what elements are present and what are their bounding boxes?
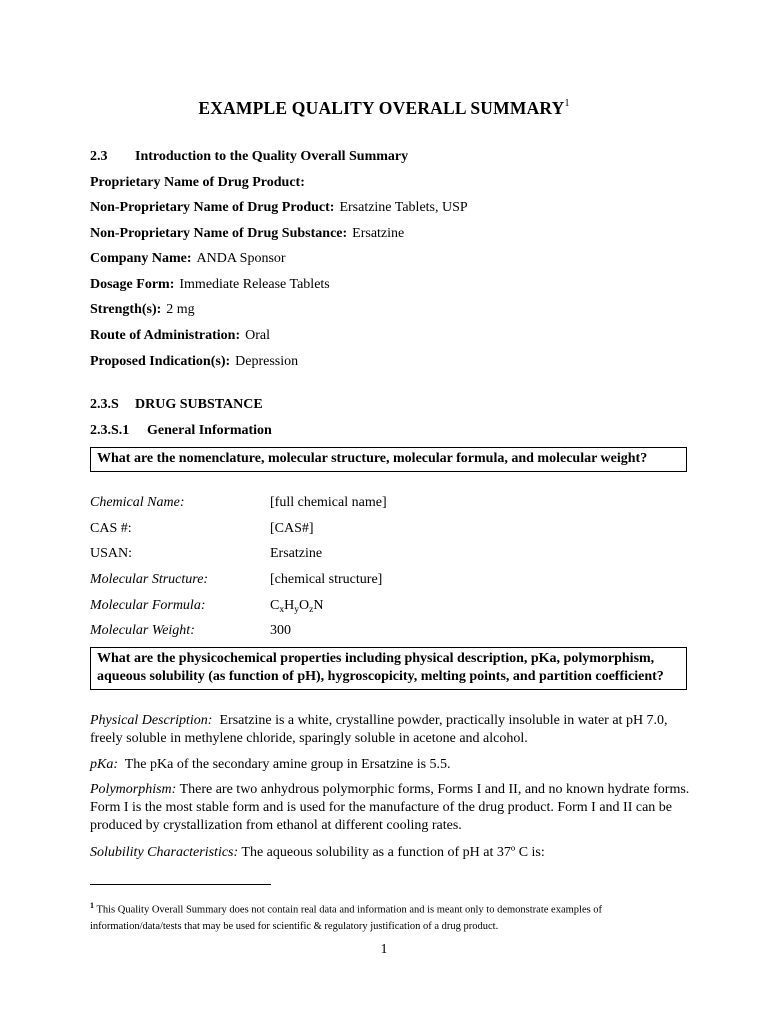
paragraph-polymorphism [90, 781, 690, 836]
section-title: Introduction to the Quality Overall Summary [135, 149, 409, 164]
property-label-chemical-name: Chemical Name: [90, 495, 185, 510]
field-value: Immediate Release Tablets [179, 277, 330, 292]
footnote-separator [90, 884, 271, 885]
section-number: 2.3 [90, 149, 108, 164]
field-value: Ersatzine [352, 226, 405, 241]
property-value-molecular-formula [270, 597, 323, 619]
field-value: ANDA Sponsor [196, 251, 286, 266]
field-label: Proposed Indication(s): [90, 354, 231, 369]
property-value-molecular-structure: [chemical structure] [270, 572, 383, 587]
paragraph-pka [90, 756, 690, 774]
property-value-usan: Ersatzine [270, 546, 323, 561]
product-info-row [90, 327, 270, 345]
property-label-cas: CAS #: [90, 521, 132, 536]
footnote [90, 898, 690, 935]
paragraph-solubility [90, 844, 690, 862]
formula-element-h: H [284, 598, 295, 613]
field-label: Strength(s): [90, 302, 162, 317]
paragraph-physical-description [90, 712, 690, 748]
footnote-marker: 1 [90, 901, 94, 910]
title-footnote-marker: 1 [564, 98, 570, 110]
field-label: Dosage Form: [90, 277, 175, 292]
product-info-row [90, 250, 286, 268]
section-title: DRUG SUBSTANCE [135, 397, 263, 412]
property-label-molecular-formula: Molecular Formula: [90, 598, 206, 613]
section-number: 2.3.S [90, 397, 119, 412]
paragraph-label: Polymorphism: [90, 782, 177, 797]
property-label-molecular-weight: Molecular Weight: [90, 623, 195, 638]
section-2-3-s-1-heading [90, 422, 272, 440]
formula-subscript-y: y [294, 605, 299, 615]
field-label: Proprietary Name of Drug Product: [90, 175, 305, 190]
footnote-text: This Quality Overall Summary does not contain real data and information and is meant only to demonstrate examples of information/data/tests that may be used for scientific & regulatory justification of a drug product. [90, 904, 603, 932]
title-text: EXAMPLE QUALITY OVERALL SUMMARY [198, 98, 565, 118]
property-value-molecular-weight: 300 [270, 623, 291, 638]
question-box-physicochemical: What are the physicochemical properties including physical description, pKa, polymorphism, aqueous solubility (as function of pH), hygroscopicity, melting points, and partition coefficient? [90, 647, 687, 690]
paragraph-text: Ersatzine is a white, crystalline powder, practically insoluble in water at pH 7.0, freely soluble in methylene chloride, sparingly soluble in acetone and alcohol. [90, 713, 668, 747]
formula-element-o: O [298, 598, 310, 613]
property-label-molecular-structure: Molecular Structure: [90, 572, 209, 587]
question-box-nomenclature: What are the nomenclature, molecular structure, molecular formula, and molecular weight? [90, 447, 687, 472]
field-value: Depression [235, 354, 299, 369]
product-info-row [90, 276, 330, 294]
formula-element-c: C [270, 598, 280, 613]
section-2-3-s-heading [90, 396, 263, 414]
property-label-usan: USAN: [90, 546, 133, 561]
section-title: General Information [147, 423, 272, 438]
page-number: 1 [380, 942, 388, 957]
paragraph-text: The pKa of the secondary amine group in Ersatzine is 5.5. [124, 757, 451, 772]
field-label: Non-Proprietary Name of Drug Product: [90, 200, 335, 215]
product-info-row [90, 225, 404, 243]
formula-element-n: N [313, 598, 324, 613]
formula-subscript-x: x [279, 605, 285, 615]
product-info-row [90, 353, 298, 371]
property-value-chemical-name: [full chemical name] [270, 495, 387, 510]
property-value-cas: [CAS#] [270, 521, 314, 536]
document-title [0, 98, 768, 119]
paragraph-label: Solubility Characteristics: [90, 845, 239, 860]
formula-subscript-z: z [309, 605, 314, 615]
section-number: 2.3.S.1 [90, 423, 130, 438]
paragraph-text: The aqueous solubility as a function of pH at 37º C is: [241, 845, 545, 860]
product-info-row [90, 174, 310, 192]
field-label: Route of Administration: [90, 328, 241, 343]
paragraph-text: There are two anhydrous polymorphic forms, Forms I and II, and no known hydrate forms. Form I is the most stable form and is used for the manufacture of the drug product. Form I and II can be produced by crystallization from ethanol at different cooling rates. [90, 782, 690, 834]
field-value: Ersatzine Tablets, USP [339, 200, 468, 215]
section-2-3-heading [90, 148, 408, 166]
product-info-row [90, 301, 195, 319]
product-info-row [90, 199, 468, 217]
paragraph-label: Physical Description: [90, 713, 213, 728]
paragraph-label: pKa: [90, 757, 118, 772]
field-value: Oral [245, 328, 271, 343]
field-label: Non-Proprietary Name of Drug Substance: [90, 226, 348, 241]
field-value: 2 mg [166, 302, 195, 317]
field-label: Company Name: [90, 251, 192, 266]
